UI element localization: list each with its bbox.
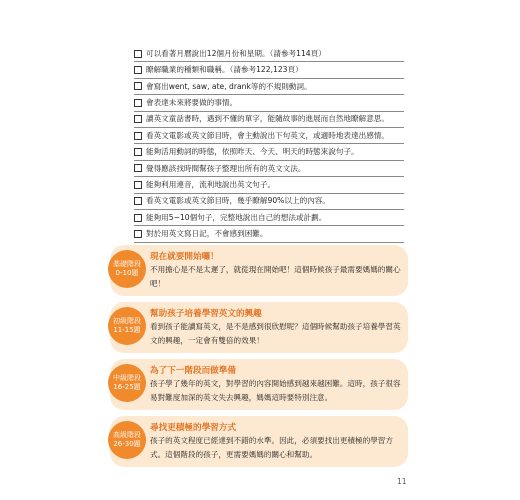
- checklist-item: [134, 144, 404, 160]
- checklist-item: [134, 194, 404, 210]
- checkbox[interactable]: [134, 50, 142, 58]
- checkbox[interactable]: [134, 214, 142, 222]
- checklist-item: [134, 79, 404, 95]
- checklist-item-text: 能夠用5~10個句子，完整地說出自己的想法或計劃。: [146, 212, 327, 222]
- stage-badge-level: 初級階段: [113, 317, 141, 326]
- checklist-item-text: 瞭解職業的種類和職稱。（請參考122,123頁）: [146, 65, 303, 75]
- stage-card-basic: [110, 245, 408, 296]
- checklist-item-text: 會表達未來將要做的事情。: [146, 98, 238, 108]
- checklist-item-text: 看英文電影或英文節目時，幾乎瞭解90%以上的內容。: [146, 196, 330, 206]
- checklist-item-text: 覺得應該找時間幫孩子整理出所有的英文文法。: [146, 163, 306, 173]
- checklist-item-text: 讀英文童話書時，遇到不懂的單字，能隨故事的進展而自然地瞭解意思。: [146, 114, 389, 124]
- checklist-item: [134, 161, 404, 177]
- checklist-item-text: 看英文電影或英文節目時，會主動說出下句英文，或適時地表達出感情。: [146, 130, 389, 140]
- checklist-item: [134, 177, 404, 193]
- checklist-item: [134, 46, 404, 62]
- checkbox[interactable]: [134, 82, 142, 90]
- checklist-item: [134, 226, 404, 242]
- stage-badge-range: 16-25題: [113, 383, 141, 391]
- checkbox[interactable]: [134, 197, 142, 205]
- stage-title: 現在就要開始囉！: [150, 252, 219, 262]
- stage-title: 為了下一階段而做準備: [150, 366, 236, 376]
- checkbox[interactable]: [134, 181, 142, 189]
- stage-badge-range: 0-10題: [115, 269, 139, 277]
- checkbox[interactable]: [134, 132, 142, 140]
- checklist-item: [134, 95, 404, 111]
- stage-description: 不用擔心是不是太遲了，就從現在開始吧！這個時候孩子最需要媽媽的關心吧！: [150, 265, 401, 288]
- checklist-item: [134, 210, 404, 226]
- stage-card-advanced: [110, 416, 408, 467]
- checkbox[interactable]: [134, 99, 142, 107]
- stage-card-intermediate: [110, 359, 408, 410]
- stage-badge: [108, 421, 146, 459]
- checklist-item-text: 對於用英文寫日記，不會感到困難。: [146, 229, 268, 239]
- checklist-item-text: 可以看著月曆說出12個月份和星期。（請參考114頁）: [146, 48, 326, 58]
- checkbox[interactable]: [134, 115, 142, 123]
- checklist: [134, 46, 404, 243]
- checklist-item-text: 能夠利用連音，流利地說出英文句子。: [146, 180, 276, 190]
- stage-badge: [108, 250, 146, 288]
- checkbox[interactable]: [134, 164, 142, 172]
- stage-title: 尋找更積極的學習方式: [150, 423, 236, 433]
- stage-description: 孩子的英文程度已經達到不錯的水準。因此，必須要找出更積極的學習方式。這個階段的孩子，更需要媽媽的關心和幫助。: [150, 436, 393, 459]
- checklist-item: [134, 62, 404, 78]
- checklist-item: [134, 112, 404, 128]
- stage-card-beginner: [110, 302, 408, 353]
- checkbox[interactable]: [134, 148, 142, 156]
- stage-badge-level: 高級階段: [113, 431, 141, 440]
- stage-badge-range: 11-15題: [113, 326, 141, 334]
- stage-badge-level: 基礎階段: [113, 260, 141, 269]
- stage-title: 幫助孩子培養學習英文的興趣: [150, 309, 262, 319]
- page-number: 11: [397, 477, 407, 486]
- checklist-item: [134, 128, 404, 144]
- stage-badge: [108, 364, 146, 402]
- checkbox[interactable]: [134, 230, 142, 238]
- checklist-item-text: 能夠活用動詞的時態，依照昨天、今天、明天的時態來說句子。: [146, 147, 359, 157]
- stage-description: 孩子學了幾年的英文，對學習的內容開始感到越來越困難。這時，孩子很容易對難度加深的英文失去興趣，媽媽這時要特別注意。: [150, 379, 401, 402]
- stage-badge-level: 中級階段: [113, 374, 141, 383]
- stage-badge-range: 26-30題: [113, 440, 141, 448]
- checkbox[interactable]: [134, 66, 142, 74]
- stage-description: 看到孩子能讀寫英文，是不是感到很欣慰呢？這個時候幫助孩子培養學習英文的興趣，一定會有雙倍的效果！: [150, 322, 401, 345]
- checklist-item-text: 會寫出went, saw, ate, drank等的不規則動詞。: [146, 81, 312, 91]
- stage-badge: [108, 307, 146, 345]
